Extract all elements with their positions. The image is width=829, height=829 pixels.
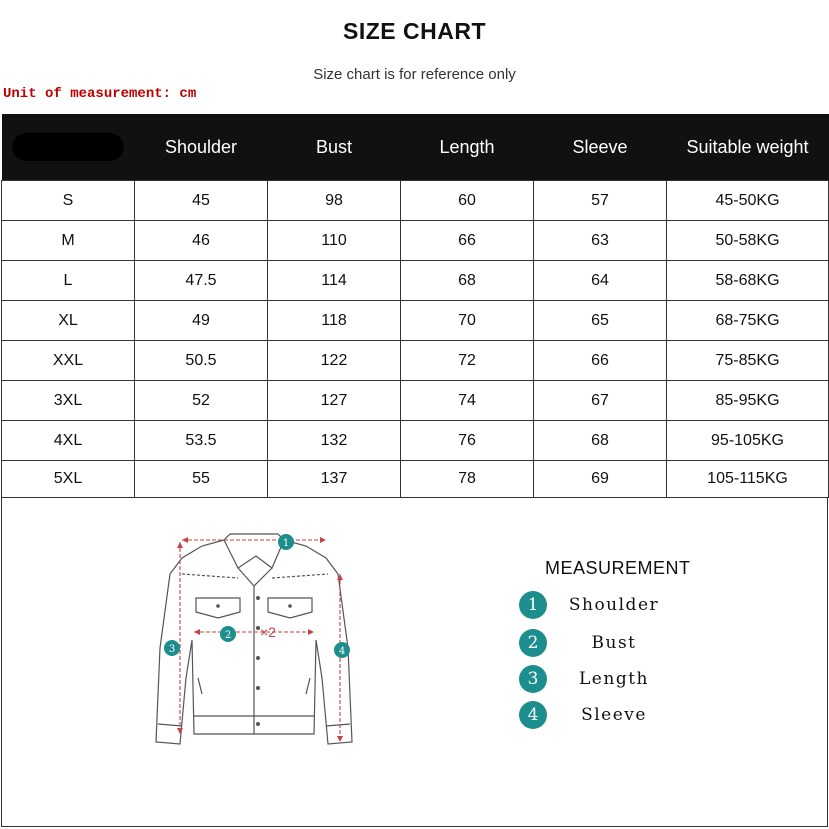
table-cell: 75-85KG xyxy=(667,341,829,381)
jacket-icon xyxy=(148,528,360,774)
number-badge: 2 xyxy=(519,629,547,657)
table-cell: 114 xyxy=(268,261,401,301)
svg-text:4: 4 xyxy=(338,646,346,657)
header-shoulder: Shoulder xyxy=(135,114,268,181)
measurement-item-shoulder xyxy=(519,592,660,618)
page-subtitle: Size chart is for reference only xyxy=(313,66,516,83)
table-row xyxy=(2,381,829,421)
table-cell: 74 xyxy=(401,381,534,421)
measurement-label: Bust xyxy=(591,633,637,653)
table-cell: 66 xyxy=(534,341,667,381)
number-badge: 1 xyxy=(519,591,547,619)
table-cell: 46 xyxy=(135,221,268,261)
table-cell: 66 xyxy=(401,221,534,261)
unit-note: Unit of measurement: cm xyxy=(3,86,197,102)
table-row xyxy=(2,261,829,301)
svg-text:3: 3 xyxy=(168,644,176,655)
table-cell: 47.5 xyxy=(135,261,268,301)
measurement-panel xyxy=(1,497,828,827)
table-cell: 110 xyxy=(268,221,401,261)
redaction-blob xyxy=(12,133,124,161)
table-cell: 127 xyxy=(268,381,401,421)
svg-text:1: 1 xyxy=(282,538,290,549)
header-redacted xyxy=(2,114,135,181)
measurement-item-sleeve xyxy=(519,702,647,728)
table-row xyxy=(2,181,829,221)
table-row xyxy=(2,301,829,341)
table-cell: 52 xyxy=(135,381,268,421)
table-cell: 85-95KG xyxy=(667,381,829,421)
size-label-cell: M xyxy=(2,221,135,261)
table-cell: 118 xyxy=(268,301,401,341)
table-cell: 49 xyxy=(135,301,268,341)
measurement-label: Shoulder xyxy=(568,595,660,615)
svg-text:2: 2 xyxy=(224,630,232,641)
table-cell: 50.5 xyxy=(135,341,268,381)
table-cell: 132 xyxy=(268,421,401,461)
header-bust: Bust xyxy=(268,114,401,181)
table-row xyxy=(2,421,829,461)
measurement-item-length xyxy=(519,666,649,692)
table-cell: 50-58KG xyxy=(667,221,829,261)
measurement-label: Sleeve xyxy=(581,705,647,725)
marker-bust xyxy=(220,626,236,642)
table-cell: 67 xyxy=(534,381,667,421)
table-cell: 45 xyxy=(135,181,268,221)
table-cell: 53.5 xyxy=(135,421,268,461)
marker-shoulder xyxy=(278,534,294,550)
table-cell: 105-115KG xyxy=(667,461,829,498)
table-cell: 55 xyxy=(135,461,268,498)
measurement-title: MEASUREMENT xyxy=(545,558,691,578)
table-header-row xyxy=(2,114,829,181)
table-cell: 63 xyxy=(534,221,667,261)
size-label-cell: 5XL xyxy=(2,461,135,498)
table-cell: 60 xyxy=(401,181,534,221)
header-suitable-weight: Suitable weight xyxy=(667,114,829,181)
table-cell: 70 xyxy=(401,301,534,341)
table-row xyxy=(2,341,829,381)
table-row xyxy=(2,221,829,261)
table-row xyxy=(2,461,829,498)
left-pocket xyxy=(196,598,240,618)
size-label-cell: 3XL xyxy=(2,381,135,421)
size-label-cell: L xyxy=(2,261,135,301)
table-cell: 68 xyxy=(401,261,534,301)
table-cell: 95-105KG xyxy=(667,421,829,461)
table-cell: 72 xyxy=(401,341,534,381)
table-cell: 78 xyxy=(401,461,534,498)
table-cell: 45-50KG xyxy=(667,181,829,221)
marker-length xyxy=(164,640,180,656)
table-cell: 68-75KG xyxy=(667,301,829,341)
size-label-cell: S xyxy=(2,181,135,221)
header-sleeve: Sleeve xyxy=(534,114,667,181)
table-cell: 64 xyxy=(534,261,667,301)
table-cell: 122 xyxy=(268,341,401,381)
table-cell: 68 xyxy=(534,421,667,461)
header-length: Length xyxy=(401,114,534,181)
size-label-cell: XL xyxy=(2,301,135,341)
size-table xyxy=(1,114,829,498)
table-cell: 137 xyxy=(268,461,401,498)
table-cell: 65 xyxy=(534,301,667,341)
measurement-item-bust xyxy=(519,630,637,656)
size-label-cell: XXL xyxy=(2,341,135,381)
jacket-collar xyxy=(224,534,284,568)
number-badge: 4 xyxy=(519,701,547,729)
bust-multiplier: ×2 xyxy=(260,624,276,640)
table-cell: 98 xyxy=(268,181,401,221)
marker-sleeve xyxy=(334,642,350,658)
table-cell: 58-68KG xyxy=(667,261,829,301)
size-label-cell: 4XL xyxy=(2,421,135,461)
measurement-label: Length xyxy=(579,669,649,689)
right-pocket xyxy=(268,598,312,618)
table-cell: 69 xyxy=(534,461,667,498)
table-cell: 57 xyxy=(534,181,667,221)
number-badge: 3 xyxy=(519,665,547,693)
table-cell: 76 xyxy=(401,421,534,461)
page-title: SIZE CHART xyxy=(343,18,486,44)
